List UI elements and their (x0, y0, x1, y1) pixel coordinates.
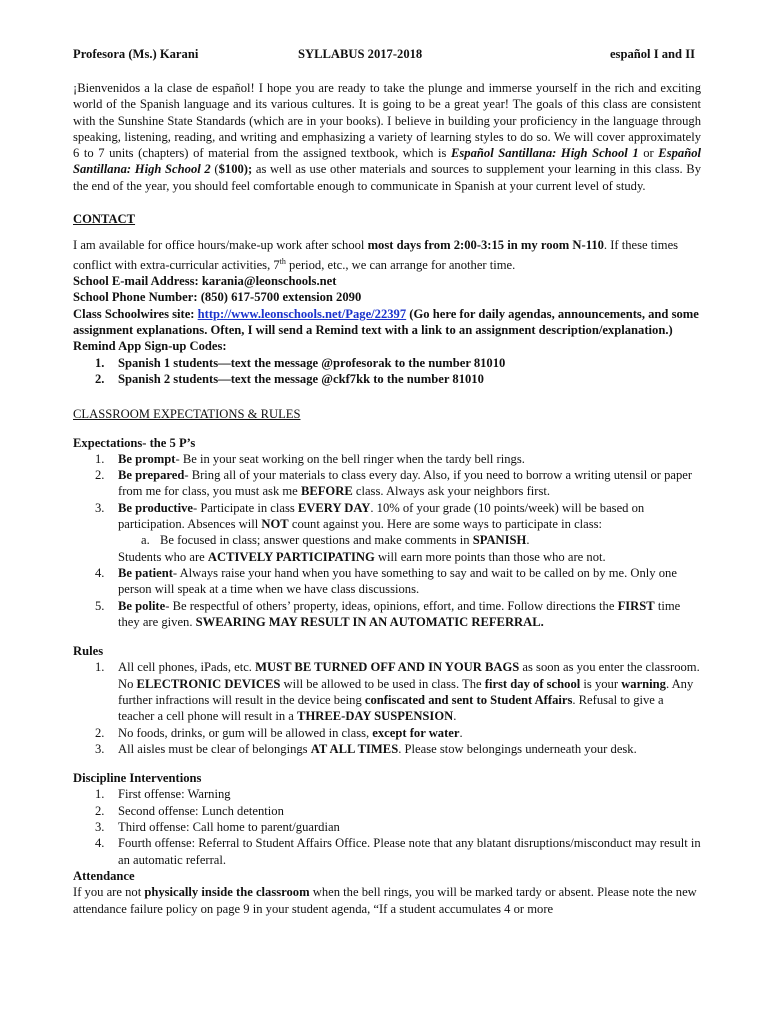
expectations-list-cont (73, 565, 701, 630)
document-title: SYLLABUS 2017-2018 (298, 47, 423, 61)
list-item: 2. No foods, drinks, or gum will be allowed in class, except for water. (95, 725, 463, 740)
class-site: Class Schoolwires site: http://www.leonschools.net/Page/22397 (Go here for daily agendas, announcements, and some assignment explanations. Often, I will send a Remind text with a link to an assignment description/explanation.) (73, 306, 699, 338)
participation-note: Students who are ACTIVELY PARTICIPATING will earn more points than those who are not. (118, 549, 606, 564)
list-item: 4. Be patient- Always raise your hand when you have something to say and wait to be called on by me. Only one person will speak at a time when we have class discussions. (95, 565, 677, 597)
list-item: 2. Be prepared- Bring all of your materials to class every day. Also, if you need to borrow a writing utensil or paper from me for class, you must ask me BEFORE class. Always ask your neighbors first. (95, 468, 693, 499)
textbook-title-2: Español Santillana: High School 2 (73, 146, 701, 177)
remind-label: Remind App Sign-up Codes: (73, 339, 227, 354)
intro-paragraph: ¡Bienvenidos a la clase de español! I hope you are ready to take the plunge and immerse yourself in the rich and exciting world of the Spanish language and its various cultures. It is going to be a great year! The goals of this class are consistent with the Sunshine State Standards (which are in your books). I believe in building your proficiency in the language through speaking, listening, reading, and writing and emphasizing a variety of learning styles to do so. We will cover approximately 6 to 7 units (chapters) of material from the assigned textbook, which is Español Santillana: High School 1 or Español Santillana: High School 2 ($100); as well as use other materials and sources to supplement your learning in this class. By the end of the year, you should feel comfortable enough to communicate in Spanish at your current level of study. (73, 81, 701, 193)
list-item: 1. Be prompt- Be in your seat working on the bell ringer when the tardy bell rings. (95, 451, 525, 466)
list-item: 3. Be productive- Participate in class EVERY DAY. 10% of your grade (10 points/week) will be based on participation. Absences will NOT count against you. Here are some ways to participate in class: (95, 500, 645, 532)
syllabus-page (73, 46, 701, 917)
list-item: 5. Be polite- Be respectful of others’ property, ideas, opinions, effort, and time. Follow directions the FIRST time they are given. SWEARING MAY RESULT IN AN AUTOMATIC REFERRAL. (95, 598, 681, 629)
discipline-list (73, 786, 701, 867)
contact-heading: CONTACT (73, 212, 136, 227)
textbook-title-1: Español Santillana: High School 1 (451, 146, 639, 161)
school-phone: School Phone Number: (850) 617-5700 extension 2090 (73, 290, 362, 305)
list-item: 2. Spanish 2 students—text the message @ckf7kk to the number 81010 (95, 371, 484, 386)
expectations-list (73, 451, 701, 532)
course-name: español I and II (609, 47, 695, 61)
office-hours-paragraph: I am available for office hours/make-up work after school most days from 2:00-3:15 in my room N-110. If these times conflict with extra-curricular activities, 7th period, etc., we can arrange for another time. (73, 238, 679, 272)
list-item: 2. Second offense: Lunch detention (95, 803, 284, 818)
list-item: a. Be focused in class; answer questions and make comments in SPANISH. (141, 533, 530, 548)
list-item: 3. All aisles must be clear of belongings AT ALL TIMES. Please stow belongings underneath your desk. (95, 741, 637, 756)
attendance-paragraph: If you are not physically inside the classroom when the bell rings, you will be marked tardy or absent. Please note the new attendance failure policy on page 9 in your student agenda, “If a student accumulates 4 or more (73, 885, 697, 916)
remind-codes-list (73, 355, 701, 388)
list-item: 1. All cell phones, iPads, etc. MUST BE TURNED OFF AND IN YOUR BAGS as soon as you enter the classroom. No ELECTRONIC DEVICES will be allowed to be used in class. The first day of school is your warning. Any further infractions will result in the device being confiscated and sent to Student Affairs. Refusal to give a teacher a cell phone will result in a THREE-DAY SUSPENSION. (95, 660, 700, 724)
page-header (73, 46, 701, 63)
teacher-name: Profesora (Ms.) Karani (73, 47, 199, 61)
expectations-label: Expectations- the 5 P’s (73, 435, 196, 450)
rules-list (73, 659, 701, 757)
rules-label: Rules (73, 644, 104, 659)
list-item: 1. First offense: Warning (95, 787, 231, 802)
discipline-label: Discipline Interventions (73, 771, 202, 786)
schoolwires-link[interactable]: http://www.leonschools.net/Page/22397 (197, 306, 407, 321)
list-item: 4. Fourth offense: Referral to Student Affairs Office. Please note that any blatant disruptions/misconduct may result in an automatic referral. (95, 836, 701, 867)
school-email: School E-mail Address: karania@leonschools.net (73, 274, 337, 289)
attendance-label: Attendance (73, 868, 135, 883)
list-item: 3. Third offense: Call home to parent/guardian (95, 820, 340, 835)
list-item: 1. Spanish 1 students—text the message @profesorak to the number 81010 (95, 355, 506, 370)
rules-heading: CLASSROOM EXPECTATIONS & RULES (73, 407, 301, 422)
